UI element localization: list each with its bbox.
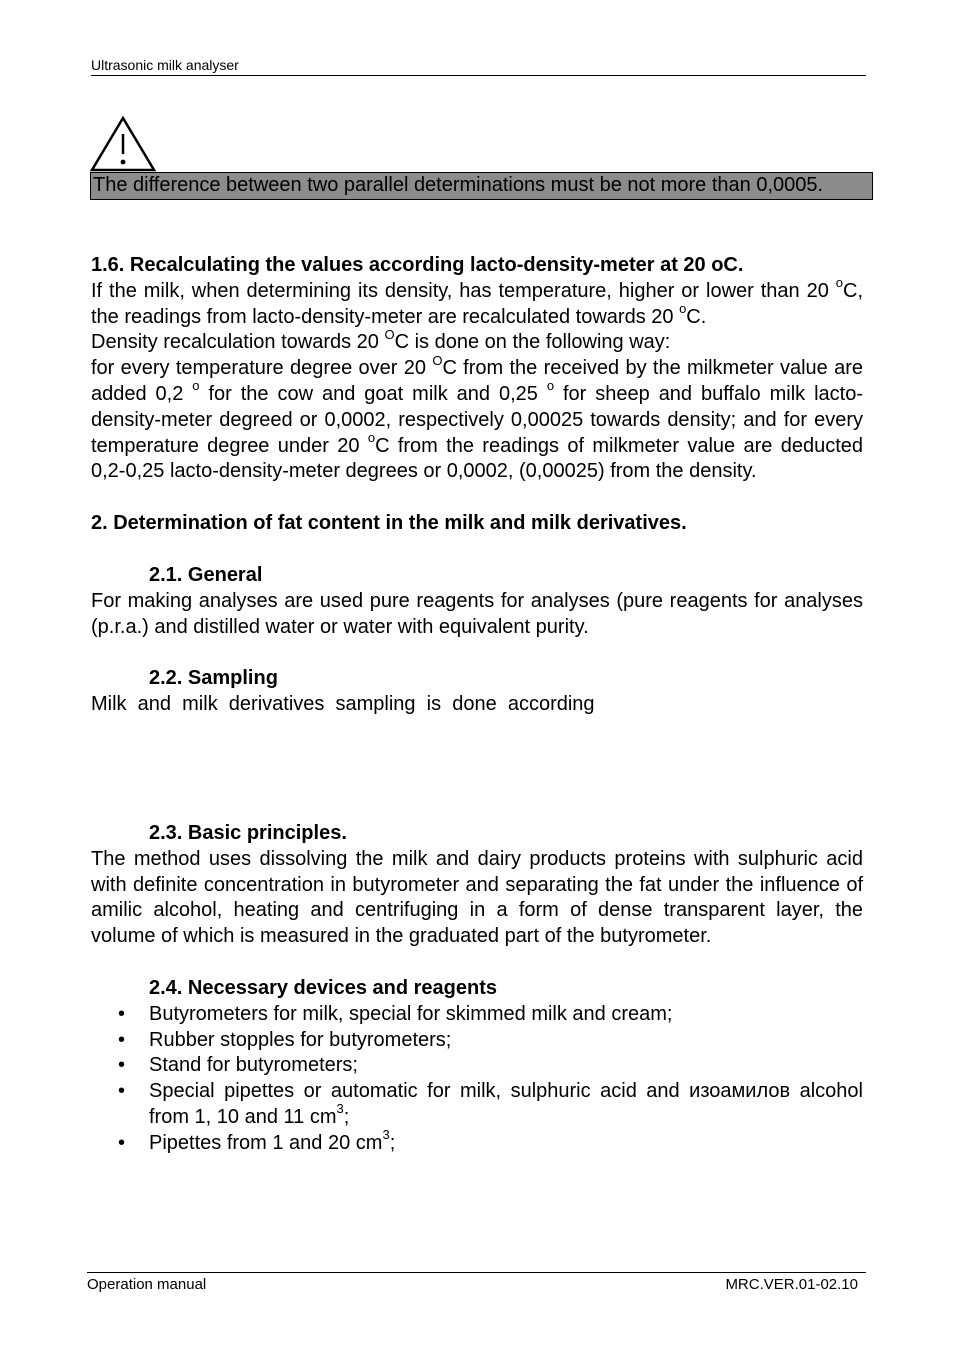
list-item: • Rubber stopples for butyrometers; [118,1028,452,1051]
section-1-6-paragraph-1: If the milk, when determining its density, has temperature, higher or lower than 20 $^o$C, the readings from lacto-density-meter are recalculated towards 20 $^o$C. [91,275,863,328]
section-2-1-heading: 2.1. General [149,563,263,586]
section-2-3-heading: 2.3. Basic principles. [149,821,347,844]
devices-list [91,1002,863,1157]
section-2-4-heading: 2.4. Necessary devices and reagents [149,976,497,999]
section-2-3-text: The method uses dissolving the milk and dairy products proteins with sulphuric acid with definite concentration in butyrometer and separating the fat under the influence of amilic alcohol, heating and centrifuging in a form of dense transparent layer, the volume of which is measured in the graduated part of the butyrometer. [91,847,863,948]
section-2-1-text: For making analyses are used pure reagents for analyses (pure reagents for analyses (p.r.a.) and distilled water or water with equivalent purity. [91,589,863,638]
list-item: • Stand for butyrometers; [118,1054,358,1077]
page-footer [87,1272,866,1293]
footer-left-text: Operation manual [87,1276,207,1293]
warning-icon [90,116,156,172]
section-2-heading: 2. Determination of fat content in the milk and milk derivatives. [91,512,687,535]
page-header [91,57,866,76]
warning-text: The difference between two parallel determinations must be not more than 0,0005. [93,174,824,196]
document-body [91,253,863,1157]
list-item: • Special pipettes or automatic for milk, sulphuric acid and изоамилов alcohol from 1, 10 and 11 $cm^3$; [118,1080,863,1128]
section-1-6-paragraph-3: for every temperature degree over 20 $^O$C from the received by the milkmeter value are added 0,2 $^o$ for the cow and goat milk and 0,25 $^o$ for sheep and buffalo milk lacto-density-meter degreed or 0,0002, respectively 0,00025 towards density; and for every temperature degree under 20 $^o$C from the readings of milkmeter value are deducted 0,2-0,25 lacto-density-meter degrees or 0,0002, (0,00025) from the density. [91,352,864,483]
section-2-2-heading: 2.2. Sampling [149,667,278,690]
document-title: Ultrasonic milk analyser [91,57,239,73]
warning-note [90,172,873,200]
section-1-6-heading: 1.6. Recalculating the values according lacto-density-meter at 20 oC. [91,254,744,276]
list-item: • Pipettes from 1 and 20 $cm^3$; [118,1127,396,1154]
section-2-2-text: Milk and milk derivatives sampling is done according [91,693,595,716]
list-item: • Butyrometers for milk, special for skimmed milk and cream; [118,1002,673,1025]
section-1-6-paragraph-2: Density recalculation towards 20 $^O$C is done on the following way: [91,326,671,354]
footer-document-code: MRC.VER.01-02.10 [725,1276,858,1293]
